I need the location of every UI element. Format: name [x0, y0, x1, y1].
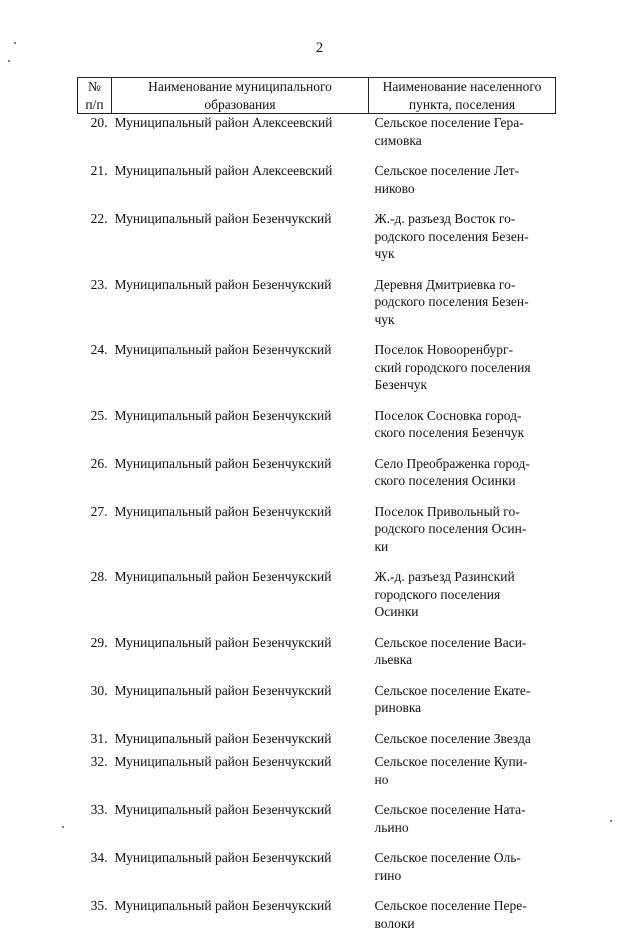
row-settlement-line: родского поселения Осин-: [375, 520, 556, 538]
row-municipality: Муниципальный район Безенчукский: [112, 341, 369, 407]
header-settlement-line: Наименование населенного: [371, 78, 553, 96]
row-settlement: [369, 503, 556, 569]
table-row: [78, 682, 556, 730]
row-number: 32.: [78, 753, 112, 801]
row-settlement-line: ский городского поселения: [375, 359, 556, 377]
row-municipality: Муниципальный район Безенчукский: [112, 210, 369, 276]
scan-speck: [8, 60, 10, 62]
table-row: [78, 503, 556, 569]
row-municipality: Муниципальный район Безенчукский: [112, 753, 369, 801]
row-number: 26.: [78, 455, 112, 503]
table-row: [78, 634, 556, 682]
row-settlement-line: Сельское поселение Васи-: [375, 634, 556, 652]
row-municipality: Муниципальный район Безенчукский: [112, 503, 369, 569]
row-number: 34.: [78, 849, 112, 897]
row-settlement-line: Сельское поселение Пере-: [375, 897, 556, 915]
row-settlement: [369, 162, 556, 210]
row-number: 20.: [78, 114, 112, 163]
row-settlement-line: Сельское поселение Гера-: [375, 114, 556, 132]
row-municipality: Муниципальный район Безенчукский: [112, 801, 369, 849]
row-settlement: [369, 801, 556, 849]
row-settlement: [369, 897, 556, 945]
row-settlement-line: Безенчук: [375, 376, 556, 394]
table-row: [78, 455, 556, 503]
row-settlement-line: Сельское поселение Оль-: [375, 849, 556, 867]
row-settlement-line: никово: [375, 180, 556, 198]
row-settlement-line: Поселок Сосновка город-: [375, 407, 556, 425]
row-settlement: [369, 341, 556, 407]
row-settlement-line: льино: [375, 819, 556, 837]
table-row: [78, 801, 556, 849]
row-number: 28.: [78, 568, 112, 634]
row-settlement-line: городского поселения: [375, 586, 556, 604]
row-number: 24.: [78, 341, 112, 407]
table-row: [78, 753, 556, 801]
header-settlement-line: пункта, поселения: [371, 96, 553, 114]
row-settlement-line: Сельское поселение Лет-: [375, 162, 556, 180]
header-settlement: [369, 78, 556, 114]
row-settlement: [369, 407, 556, 455]
row-settlement-line: ского поселения Безенчук: [375, 424, 556, 442]
row-number: 30.: [78, 682, 112, 730]
row-municipality: Муниципальный район Безенчукский: [112, 276, 369, 342]
row-settlement-line: Деревня Дмитриевка го-: [375, 276, 556, 294]
row-number: 21.: [78, 162, 112, 210]
row-settlement: [369, 276, 556, 342]
header-number: [78, 78, 112, 114]
row-settlement-line: Ж.-д. разъезд Разинский: [375, 568, 556, 586]
row-settlement: [369, 753, 556, 801]
row-number: 33.: [78, 801, 112, 849]
row-settlement-line: чук: [375, 311, 556, 329]
row-settlement-line: ки: [375, 538, 556, 556]
row-settlement-line: волоки: [375, 915, 556, 933]
row-settlement-line: чук: [375, 245, 556, 263]
row-settlement-line: гино: [375, 867, 556, 885]
scan-speck: [610, 820, 612, 822]
row-municipality: Муниципальный район Безенчукский: [112, 634, 369, 682]
header-number-line: №: [80, 78, 109, 96]
table-row: [78, 162, 556, 210]
row-settlement: [369, 114, 556, 163]
table-row: [78, 210, 556, 276]
table-row: [78, 407, 556, 455]
row-number: 29.: [78, 634, 112, 682]
table-body: [78, 114, 556, 945]
row-settlement-line: ского поселения Осинки: [375, 472, 556, 490]
row-number: 25.: [78, 407, 112, 455]
table-row: [78, 276, 556, 342]
row-municipality: Муниципальный район Безенчукский: [112, 730, 369, 754]
settlements-table: [77, 77, 556, 945]
header-number-line: п/п: [80, 96, 109, 114]
table-row: [78, 114, 556, 163]
row-settlement: [369, 634, 556, 682]
row-settlement-line: льевка: [375, 651, 556, 669]
table-row: [78, 568, 556, 634]
row-number: 31.: [78, 730, 112, 754]
row-settlement: [369, 730, 556, 754]
row-settlement-line: Сельское поселение Звезда: [375, 730, 556, 748]
row-municipality: Муниципальный район Алексеевский: [112, 114, 369, 163]
row-number: 22.: [78, 210, 112, 276]
header-municipality-line: образования: [114, 96, 366, 114]
row-settlement-line: родского поселения Безен-: [375, 228, 556, 246]
row-settlement-line: Осинки: [375, 603, 556, 621]
row-municipality: Муниципальный район Безенчукский: [112, 849, 369, 897]
header-municipality: [112, 78, 369, 114]
row-number: 27.: [78, 503, 112, 569]
page-number: 2: [0, 40, 639, 57]
row-number: 23.: [78, 276, 112, 342]
row-settlement-line: Поселок Новооренбург-: [375, 341, 556, 359]
row-municipality: Муниципальный район Безенчукский: [112, 568, 369, 634]
row-settlement-line: симовка: [375, 132, 556, 150]
row-settlement-line: Село Преображенка город-: [375, 455, 556, 473]
row-settlement-line: Ж.-д. разъезд Восток го-: [375, 210, 556, 228]
row-municipality: Муниципальный район Безенчукский: [112, 407, 369, 455]
scan-speck: [14, 42, 16, 44]
table-header-row: [78, 78, 556, 114]
table-row: [78, 897, 556, 945]
row-settlement-line: родского поселения Безен-: [375, 293, 556, 311]
row-settlement-line: Поселок Привольный го-: [375, 503, 556, 521]
row-settlement-line: Сельское поселение Екате-: [375, 682, 556, 700]
row-settlement: [369, 849, 556, 897]
row-settlement: [369, 682, 556, 730]
row-settlement: [369, 455, 556, 503]
row-municipality: Муниципальный район Безенчукский: [112, 455, 369, 503]
scan-speck: [62, 826, 64, 828]
table-row: [78, 730, 556, 754]
row-settlement: [369, 568, 556, 634]
row-municipality: Муниципальный район Безенчукский: [112, 897, 369, 945]
row-number: 35.: [78, 897, 112, 945]
row-settlement-line: но: [375, 771, 556, 789]
row-municipality: Муниципальный район Алексеевский: [112, 162, 369, 210]
row-settlement: [369, 210, 556, 276]
row-settlement-line: риновка: [375, 699, 556, 717]
row-settlement-line: Сельское поселение Ната-: [375, 801, 556, 819]
header-municipality-line: Наименование муниципального: [114, 78, 366, 96]
row-settlement-line: Сельское поселение Купи-: [375, 753, 556, 771]
table-row: [78, 341, 556, 407]
table-row: [78, 849, 556, 897]
row-municipality: Муниципальный район Безенчукский: [112, 682, 369, 730]
